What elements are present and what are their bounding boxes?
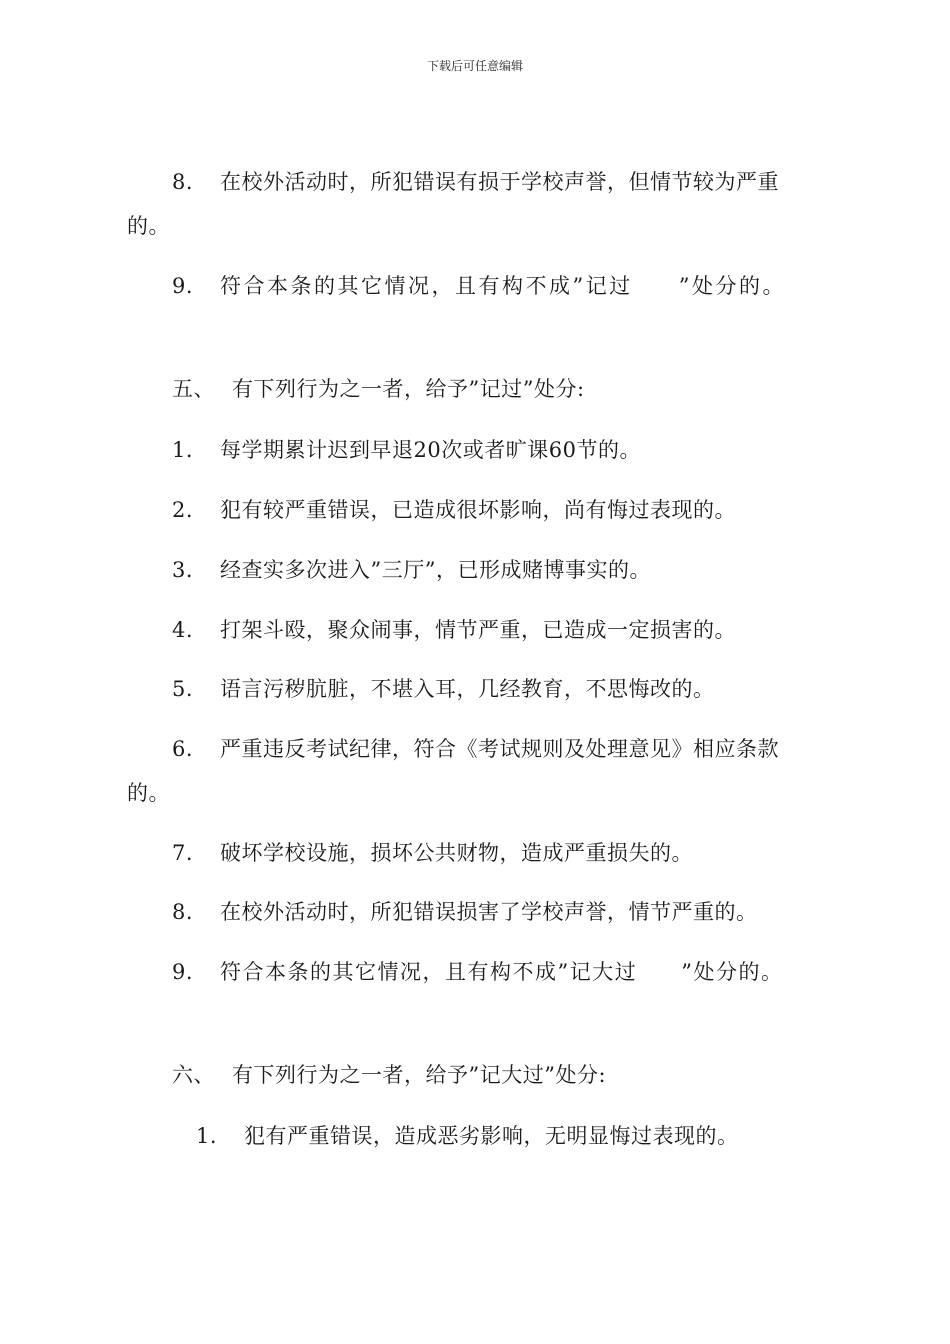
item-text: 犯有较严重错误，已造成很坏影响，尚有悔过表现的。	[220, 498, 736, 522]
item-number: 5.	[172, 677, 194, 701]
item-text: 每学期累计迟到早退20次或者旷课60节的。	[220, 438, 641, 462]
item-text-end: ”处分的。	[678, 274, 786, 298]
list-item	[172, 958, 783, 986]
item-text: 在校外活动时，所犯错误有损于学校声誉，但情节较为严重	[220, 170, 779, 194]
list-item	[172, 898, 758, 926]
list-item	[172, 675, 715, 703]
item-text: 符合本条的其它情况，且有构不成”记过	[220, 274, 633, 298]
list-item	[172, 735, 779, 763]
item-text: 经查实多次进入”三厅”，已形成赌博事实的。	[220, 558, 651, 582]
item-number: 7.	[172, 841, 194, 865]
list-item	[172, 436, 641, 464]
heading-text: 有下列行为之一者，给予”记大过”处分:	[232, 1063, 607, 1087]
item-number: 8.	[172, 170, 194, 194]
section-heading	[172, 375, 585, 403]
item-text: 犯有严重错误，造成恶劣影响，无明显悔过表现的。	[244, 1124, 739, 1148]
item-number: 8.	[172, 900, 194, 924]
item-text: 语言污秽肮脏，不堪入耳，几经教育，不思悔改的。	[220, 677, 715, 701]
heading-text: 有下列行为之一者，给予”记过”处分:	[232, 377, 585, 401]
item-number: 2.	[172, 498, 194, 522]
list-item	[172, 556, 651, 584]
list-item	[172, 839, 693, 867]
item-number: 1.	[196, 1124, 218, 1148]
item-text-end: ”处分的。	[681, 960, 784, 984]
item-number: 3.	[172, 558, 194, 582]
item-number: 4.	[172, 618, 194, 642]
list-item	[172, 496, 736, 524]
item-number: 1.	[172, 438, 194, 462]
item-text: 破坏学校设施，损坏公共财物，造成严重损失的。	[220, 841, 693, 865]
item-number: 9.	[172, 960, 194, 984]
item-text: 符合本条的其它情况，且有构不成”记大过	[220, 960, 638, 984]
heading-number: 六、	[172, 1063, 215, 1087]
list-item	[196, 1122, 739, 1150]
item-text: 打架斗殴，聚众闹事，情节严重，已造成一定损害的。	[220, 618, 736, 642]
list-item	[172, 168, 779, 196]
item-text: 在校外活动时，所犯错误损害了学校声誉，情节严重的。	[220, 900, 758, 924]
item-number: 6.	[172, 737, 194, 761]
section-heading	[172, 1061, 606, 1089]
list-item	[172, 616, 736, 644]
item-number: 9.	[172, 274, 194, 298]
item-text: 严重违反考试纪律，符合《考试规则及处理意见》相应条款	[220, 737, 779, 761]
heading-number: 五、	[172, 377, 215, 401]
page-header: 下载后可任意编辑	[426, 59, 523, 73]
item-continuation: 的。	[127, 781, 170, 805]
list-item	[172, 272, 786, 300]
item-continuation: 的。	[127, 214, 170, 238]
